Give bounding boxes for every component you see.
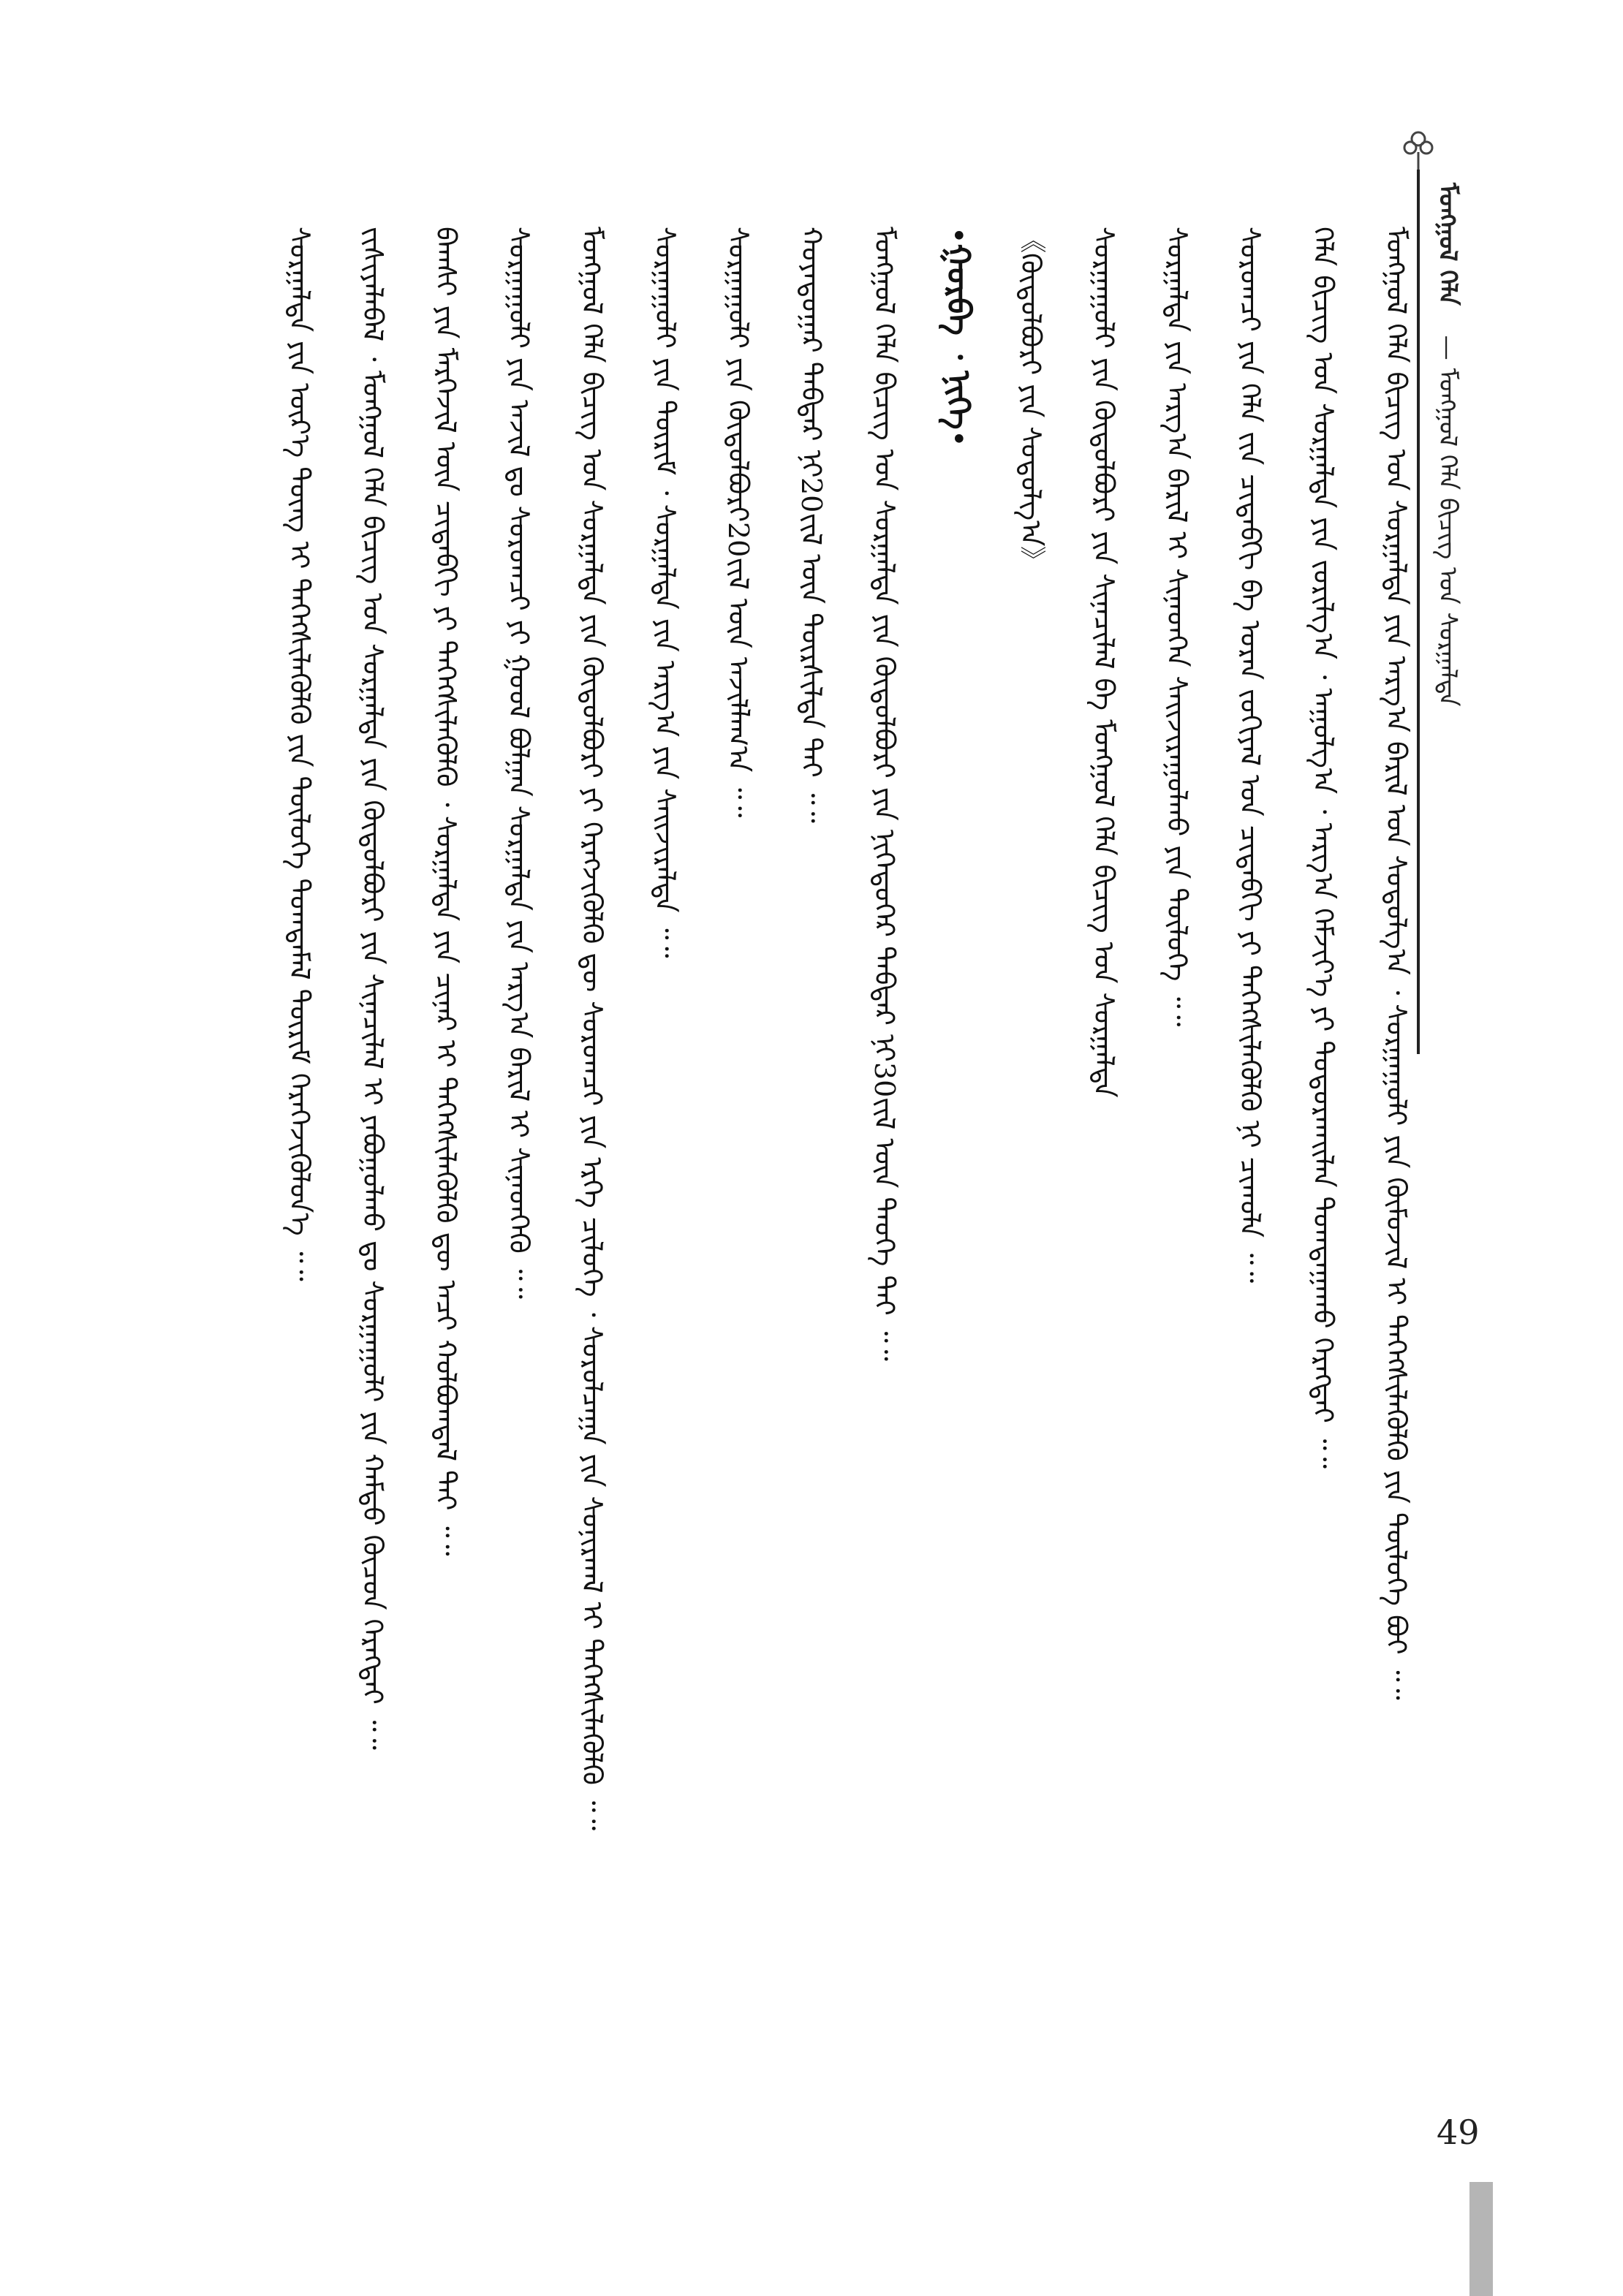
- inline-number: 20: [722, 522, 754, 558]
- column-text: ᠪᠠᠭᠰᠢ ᠶᠢᠨ ᠮᠡᠷᠭᠡᠵᠢᠯ ᠦᠨ ᠴᠢᠳᠠᠪᠬᠢ ᠶᠢ ᠳᠡᠭᠡᠭᠰᠢᠯᠡᠭᠦᠯᠬᠦ ᠂ ᠰᠤᠷᠭᠠᠯᠲᠠ ᠶᠢᠨ ᠴᠢᠨᠠᠷ ᠢ ᠳᠡᠭᠡᠭᠰᠢᠯᠡᠭᠦᠯᠬᠦ ᠳᠦ ᠠᠴᠢ ᠬᠣᠯᠪᠣᠭᠳᠠᠯ ᠲᠠᠢ ᠃᠃: [430, 227, 462, 1556]
- text-column: [1155, 227, 1199, 1966]
- text-column: [424, 227, 468, 1966]
- heading-bullet: •: [941, 227, 975, 244]
- column-text: ᠮᠣᠩᠭᠣᠯ ᠬᠡᠯᠡ ᠪᠢᠴᠢᠭ᠌ ᠤᠨ ᠰᠤᠷᠭᠠᠯᠲᠠ ᠶᠢᠨ ᠬᠥᠲᠦᠯᠪᠦᠷᠢ ᠶᠢ ᠬᠡᠷᠡᠭᠵᠢᠭᠦᠯᠬᠦ ᠳᠦ ᠰᠤᠷᠤᠭᠴᠢ ᠶᠢᠨ ᠡᠷᠬᠡ ᠴᠢᠯᠦᠭᠡ ᠂ ᠰᠤᠷᠤᠯᠴᠠᠭᠠ ᠶᠢᠨ ᠰᠣᠨᠢᠷᠬᠠᠯ ᠢ ᠳᠡᠭᠡᠭᠰᠢᠯᠡᠭᠦᠯᠬᠦ ᠃᠃: [576, 227, 608, 1831]
- column-text-tail: ᠵᠢᠯ ᠦᠨ ᠲᠡᠦᠬᠡ ᠲᠠᠢ ᠃᠃: [869, 1097, 901, 1361]
- column-text: ᠰᠤᠷᠭᠠᠭᠤᠯᠢ ᠶᠢᠨ ᠠᠵᠢᠯ ᠳᠤ ᠰᠤᠷᠤᠭᠴᠢ ᠶᠢ ᠭᠣᠣᠯ ᠪᠣᠯᠭᠠᠨ ᠰᠤᠷᠭᠠᠯᠲᠠ ᠶᠢᠨ ᠠᠷᠭ᠎ᠠ ᠪᠠᠷᠢᠯ ᠢ ᠰᠢᠨᠡᠳᠬᠡᠬᠦ ᠃᠃: [503, 227, 535, 1299]
- inline-number: 30: [869, 1061, 901, 1098]
- column-text: ᠬᠥᠲᠦᠯᠪᠦᠷᠢ ᠶᠢᠨ ᠰᠤᠳᠤᠯᠭ᠎ᠠ: [1015, 253, 1047, 547]
- column-text: ᠰᠤᠷᠭᠠᠭᠤᠯᠢ ᠶᠢᠨ ᠬᠥᠲᠦᠯᠪᠦᠷᠢ ᠶᠢᠨ ᠰᠢᠨᠡᠴᠢᠯᠡᠯ ᠪᠠ ᠮᠣᠩᠭᠣᠯ ᠬᠡᠯᠡ ᠪᠢᠴᠢᠭ᠌ ᠤᠨ ᠰᠤᠷᠭᠠᠯᠲᠠ: [1088, 227, 1120, 1098]
- column-text: ᠮᠣᠩᠭᠣᠯ ᠬᠡᠯᠡ ᠪᠢᠴᠢᠭ᠌ ᠤᠨ ᠰᠤᠷᠭᠠᠯᠲᠠ ᠶᠢᠨ ᠠᠷᠭ᠎ᠠ ᠪᠠᠷᠢᠯ ᠤᠨ ᠰᠤᠳᠤᠯᠭ᠎ᠠ ᠂ ᠰᠤᠷᠭᠠᠭᠤᠯᠢ ᠶᠢᠨ ᠬᠥᠮᠦᠵᠢᠯ ᠢ ᠳᠡᠭᠡᠭᠰᠢᠯᠡᠭᠦᠯᠬᠦ ᠶᠢᠨ ᠲᠥᠯᠦᠭᠡ ᠪᠤᠢ ᠃᠃: [1380, 227, 1412, 1700]
- column-text: ᠬᠣᠶᠠᠳᠤᠭᠠᠷ ᠳᠡᠪᠲᠡᠷ ᠨᠢ: [795, 227, 828, 478]
- column-text-tail: ᠵᠢᠯ ᠦᠨ ᠲᠦᠷᠰᠢᠯᠲᠡ ᠲᠠᠢ ᠃᠃: [795, 512, 828, 823]
- text-column: [1082, 227, 1126, 1966]
- text-column: [1228, 227, 1272, 1966]
- running-title-text: — ᠮᠣᠩᠭᠣᠯ ᠬᠡᠯᠡ ᠪᠢᠴᠢᠭ᠌ ᠤᠨ ᠰᠤᠷᠭᠠᠯᠲᠠ: [1433, 335, 1462, 707]
- column-text-tail: ᠵᠢᠯ ᠦᠨ ᠠᠵᠢᠯᠯᠠᠭ᠎ᠠ ᠃᠃: [722, 557, 754, 818]
- text-column: [643, 227, 687, 1966]
- text-column: [716, 227, 760, 1966]
- section-heading: ᠭᠤᠷᠪᠠ ᠂ ᠨᠢᠭᠡ: [939, 243, 977, 430]
- running-title: [1426, 183, 1469, 1499]
- header-ornament-icon: [1393, 123, 1444, 174]
- close-guillemet: 》: [1016, 546, 1046, 573]
- text-column: [863, 227, 907, 1966]
- text-column: [790, 227, 833, 1966]
- page-edge-tab: [1469, 2182, 1493, 2296]
- text-column: [497, 227, 541, 1966]
- column-text: ᠰᠤᠷᠭᠠᠯᠲᠠ ᠶᠢᠨ ᠦᠷ᠎ᠡ ᠳᠦᠩ ᠢ ᠳᠡᠭᠡᠭᠰᠢᠯᠡᠭᠦᠯᠬᠦ ᠶᠢᠨ ᠲᠥᠯᠦᠭᠡ ᠲᠣᠭᠲᠠᠮᠠᠯ ᠳᠦᠷᠢᠮ ᠬᠡᠷᠡᠭᠡᠵᠢᠭᠦᠯᠦᠨ᠎ᠡ ᠃᠃: [284, 227, 316, 1281]
- text-column: [278, 227, 322, 1966]
- page-number: 49: [1437, 2113, 1480, 2152]
- column-text: ᠮᠣᠩᠭᠣᠯ ᠬᠡᠯᠡ ᠪᠢᠴᠢᠭ᠌ ᠤᠨ ᠰᠤᠷᠭᠠᠯᠲᠠ ᠶᠢᠨ ᠬᠥᠲᠦᠯᠪᠦᠷᠢ ᠶᠢᠨ ᠨᠢᠭᠡᠳᠦᠭᠡᠷ ᠳᠡᠪᠲᠡᠷ ᠨᠢ: [869, 227, 901, 1062]
- text-column: [570, 227, 614, 1966]
- text-column: [1009, 227, 1053, 1966]
- inline-number: 20: [795, 477, 828, 513]
- column-text: ᠰᠤᠷᠭᠠᠭᠤᠯᠢ ᠶᠢᠨ ᠬᠥᠲᠦᠯᠪᠦᠷᠢ: [722, 227, 754, 523]
- text-column: [1374, 227, 1418, 1966]
- running-title-lead: ᠮᠣᠩᠭᠣᠯ ᠬᠡᠯᠡ: [1433, 183, 1462, 306]
- text-column: [1301, 227, 1345, 1966]
- column-text: ᠰᠤᠷᠭᠠᠯᠲᠠ ᠶᠢᠨ ᠠᠷᠭ᠎ᠠ ᠪᠠᠷᠢᠯ ᠢ ᠰᠢᠨᠡᠳᠬᠡᠨ ᠰᠠᠢᠵᠢᠷᠠᠭᠤᠯᠬᠤ ᠶᠢᠨ ᠲᠥᠯᠦᠭᠡ ᠃᠃: [1161, 227, 1193, 1027]
- open-guillemet: 《: [1016, 227, 1046, 253]
- column-text: ᠰᠤᠷᠤᠭᠴᠢ ᠶᠢᠨ ᠬᠡᠯᠡ ᠵᠢᠨ ᠴᠢᠳᠠᠪᠬᠢ ᠪᠠ ᠤᠷᠠᠨ ᠵᠣᠬᠢᠶᠠᠯ ᠤᠨ ᠴᠢᠳᠠᠪᠬᠢ ᠶᠢ ᠳᠡᠭᠡᠭᠰᠢᠯᠡᠭᠦᠯᠬᠦ ᠨᠢ ᠴᠢᠬᠤᠯᠠ ᠃᠃: [1234, 227, 1266, 1284]
- column-text: ᠰᠤᠷᠭᠠᠭᠤᠯᠢ ᠶᠢᠨ ᠳᠦᠷᠢᠮ ᠂ ᠰᠤᠷᠭᠠᠯᠲᠠ ᠶᠢᠨ ᠠᠷᠭ᠎ᠠ ᠶᠢᠨ ᠰᠠᠢᠵᠢᠷᠠᠯᠲᠠ ᠃᠃: [649, 227, 681, 958]
- column-text: ᠵᠢᠰᠢᠶᠡᠯᠡᠪᠡᠯ ᠂ ᠮᠣᠩᠭᠣᠯ ᠬᠡᠯᠡ ᠪᠢᠴᠢᠭ᠌ ᠤᠨ ᠰᠤᠷᠭᠠᠯᠲᠠ ᠶᠢᠨ ᠬᠥᠲᠦᠯᠪᠦᠷᠢ ᠶᠢᠨ ᠰᠢᠨᠡᠴᠢᠯᠡᠯ ᠢ ᠶᠠᠪᠤᠭᠤᠯᠬᠤ ᠳᠤ ᠰᠤᠷᠭᠠᠭᠤᠯᠢ ᠶᠢᠨ ᠬᠠᠮᠲᠤ ᠬᠦᠴᠦᠨ ᠬᠡᠷᠡᠭᠲᠡᠢ ᠃᠃: [357, 227, 389, 1750]
- heading-bullet: •: [941, 429, 975, 447]
- text-column: [936, 227, 980, 1966]
- text-column: [351, 227, 395, 1966]
- column-text: ᠬᠡᠯᠡ ᠪᠢᠴᠢᠭ᠌ ᠤᠨ ᠰᠤᠷᠭᠠᠯᠲᠠ ᠶᠢᠨ ᠵᠣᠷᠢᠯᠭ᠎ᠠ ᠂ ᠠᠭᠤᠯᠭ᠎ᠠ ᠂ ᠠᠷᠭ᠎ᠠ ᠬᠡᠮᠵᠢᠶ᠎ᠡ ᠶᠢ ᠲᠣᠳᠣᠷᠬᠠᠢᠯᠠᠨ ᠲᠣᠭᠲᠠᠭᠠᠬᠤ ᠬᠡᠷᠡᠭᠲᠡᠢ ᠃᠃: [1307, 227, 1339, 1469]
